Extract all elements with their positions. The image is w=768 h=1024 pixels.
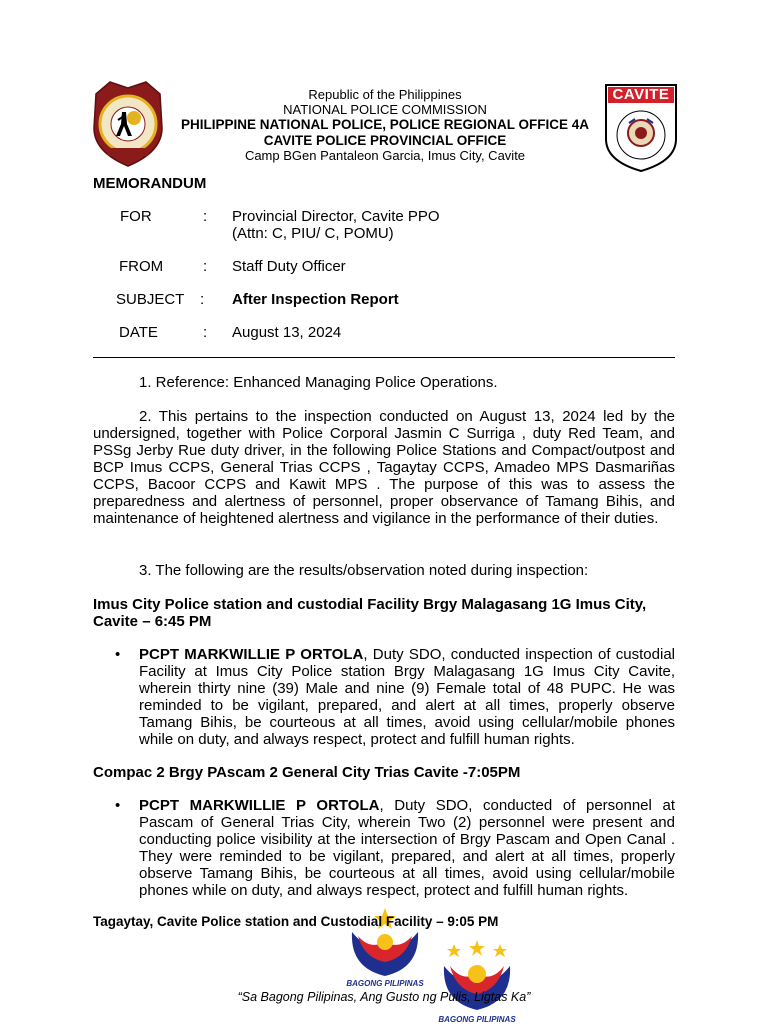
section-2-officer-name: PCPT MARKWILLIE P ORTOLA	[139, 797, 380, 814]
letterhead-pnp-pro4a: PHILIPPINE NATIONAL POLICE, POLICE REGIONAL OFFICE 4A	[180, 117, 590, 133]
section-1-bullet-text: , Duty SDO, conducted inspection of custodial Facility at Imus City Police station Brgy Malagasang 1G Imus City Cavite, wherein thirty nine (39) Male and nine (9) Female total of 48 PUPC. He was reminded to be vigilant, prepared, and alert at all times, properly observe Tamang Bihis, be courteous at all times, avoid using cellular/mobile phones while on duty, and always respect, protect and fulfill human rights.	[139, 646, 675, 748]
section-1-officer-name: PCPT MARKWILLIE P ORTOLA	[139, 646, 364, 663]
footer-slogan: “Sa Bagong Pilipinas, Ang Gusto ng Pulis, Ligtas Ka”	[237, 990, 531, 1004]
memo-date-label: DATE	[119, 324, 158, 341]
memo-date-value: August 13, 2024	[232, 324, 342, 341]
memo-for-row	[93, 208, 653, 244]
memo-from-value: Staff Duty Officer	[232, 258, 346, 275]
memo-colon: :	[203, 258, 208, 275]
memo-subject-label: SUBJECT	[116, 291, 185, 308]
memo-colon: :	[200, 291, 205, 308]
cavite-ppo-badge-logo	[604, 83, 678, 172]
memo-date-row	[93, 324, 653, 342]
memo-for-value	[232, 208, 632, 242]
paragraph-1: 1. Reference: Enhanced Managing Police Operations.	[139, 374, 498, 391]
section-1-heading: Imus City Police station and custodial Facility Brgy Malagasang 1G Imus City, Cavite – 6:45 PM	[93, 596, 647, 630]
bullet-2-dot: •	[115, 797, 121, 814]
paragraph-3: 3. The following are the results/observation noted during inspection:	[139, 562, 589, 579]
section-1-bullet	[139, 646, 675, 748]
section-2-heading: Compac 2 Brgy PAscam 2 General City Trias Cavite -7:05PM	[93, 764, 521, 781]
memo-title: MEMORANDUM	[93, 175, 207, 192]
bullet-1-dot: •	[115, 646, 121, 663]
letterhead-napolcom: NATIONAL POLICE COMMISSION	[283, 102, 487, 118]
memo-for-label: FOR	[120, 208, 152, 225]
memo-for-value-line1: Provincial Director, Cavite PPO	[232, 208, 440, 225]
memo-from-row	[93, 258, 653, 276]
bagong-pilipinas-label-1: BAGONG PILIPINAS	[346, 979, 424, 988]
memo-subject-value: After Inspection Report	[232, 291, 399, 308]
memo-from-label: FROM	[119, 258, 164, 275]
memo-for-value-line2: (Attn: C, PIU/ C, POMU)	[232, 225, 394, 242]
section-2-bullet-text: , Duty SDO, conducted of personnel at Pascam of General Trias City, wherein Two (2) personnel were present and conducting police visibility at the intersection of Brgy Pascam and Open Canal . They were reminded to be vigilant, prepared, and alert at all times, properly observe Tamang Bihis, be courteous at all times, avoid using cellular/mobile phones while on duty, and always respect, protect and fulfill human rights.	[139, 797, 675, 899]
letterhead-address: Camp BGen Pantaleon Garcia, Imus City, Cavite	[244, 147, 526, 163]
letterhead	[170, 87, 600, 163]
paragraph-2: 2. This pertains to the inspection conducted on August 13, 2024 led by the undersigned, together with Police Corporal Jasmin C Surriga , duty Red Team, and PSSg Jerby Rue duty driver, in the following Police Stations and Compact/outpost and BCP Imus CCPS, General Trias CCPS , Tagaytay CCPS, Amadeo MPS Dasmariñas CCPS, Bacoor CCPS and Kawit MPS . The purpose of this was to assess the preparedness and alertness of personnel, proper observance of Tamang Bihis, and maintenance of heightened alertness and vigilance in the performance of their duties.	[93, 408, 675, 527]
section-2-bullet	[139, 797, 675, 899]
letterhead-republic: Republic of the Philippines	[308, 87, 462, 102]
letterhead-cavite-ppo: CAVITE POLICE PROVINCIAL OFFICE	[263, 132, 507, 148]
memo-colon: :	[203, 208, 208, 225]
bagong-pilipinas-label-2: BAGONG PILIPINAS	[438, 1015, 516, 1024]
section-3-heading: Tagaytay, Cavite Police station and Custodial Facility – 9:05 PM	[93, 914, 499, 929]
memo-divider	[93, 357, 675, 358]
memo-subject-row	[93, 291, 653, 309]
cavite-badge-label: CAVITE	[612, 86, 670, 103]
pnp-seal-logo	[88, 78, 168, 168]
bagong-pilipinas-logo-2	[432, 936, 522, 1024]
memo-colon: :	[203, 324, 208, 341]
